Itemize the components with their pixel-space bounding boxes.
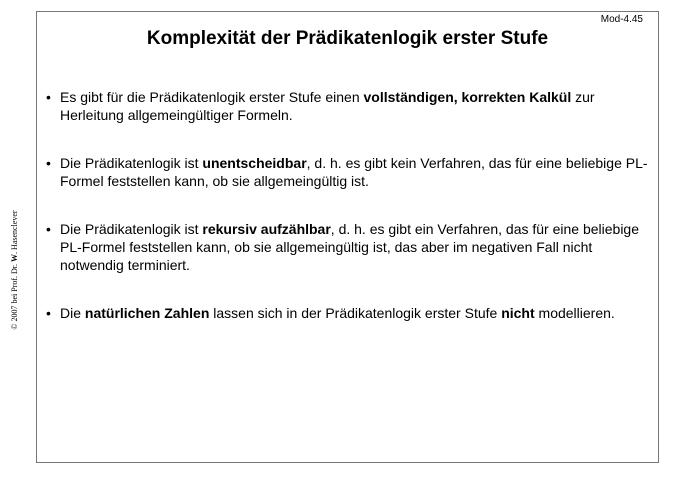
bullet-text: Die Prädikatenlogik ist xyxy=(60,155,203,171)
bullet-list xyxy=(44,88,650,322)
bullet-marker: • xyxy=(46,89,51,105)
bullet-emphasis: vollständigen, korrekten Kalkül xyxy=(363,89,572,105)
copyright-author-name: . Hasenclever xyxy=(10,210,19,254)
bullet-text: Es gibt für die Prädikatenlogik erster Stufe einen xyxy=(60,89,364,105)
page-title: Komplexität der Prädikatenlogik erster Stufe xyxy=(146,28,549,49)
bullet-marker: • xyxy=(46,305,51,321)
bullet-text: Die Prädikatenlogik ist xyxy=(60,221,203,237)
bullet-text: , d. h. es gibt ein Verfahren, das für eine beliebige PL-Formel feststellen kann, ob sie allgemeingültig ist, das aber im negativen Fall nicht notwendig terminiert. xyxy=(60,221,640,273)
bullet-text: modellieren. xyxy=(534,305,615,321)
bullet-text: zur Herleitung allgemeingültiger Formeln. xyxy=(60,89,595,123)
list-item xyxy=(44,88,650,124)
copyright-author-initial: W xyxy=(10,253,19,262)
list-item xyxy=(44,154,650,190)
bullet-emphasis: rekursiv aufzählbar xyxy=(202,221,331,237)
copyright-prefix: © 2007 bei Prof. Dr. xyxy=(10,261,19,330)
bullet-text: , d. h. es gibt kein Verfahren, das für eine beliebige PL-Formel feststellen kann, ob sie allgemeingültig ist. xyxy=(60,155,648,189)
list-item xyxy=(44,220,650,274)
bullet-marker: • xyxy=(46,221,51,237)
bullet-emphasis: nicht xyxy=(501,305,535,321)
bullet-text: lassen sich in der Prädikatenlogik erster Stufe xyxy=(209,305,502,321)
copyright-notice xyxy=(9,165,21,375)
bullet-emphasis: unentscheidbar xyxy=(202,155,307,171)
bullet-emphasis: natürlichen Zahlen xyxy=(84,305,210,321)
bullet-text: Die xyxy=(60,305,85,321)
list-item xyxy=(44,304,650,322)
slide-number: Mod-4.45 xyxy=(600,14,643,25)
bullet-marker: • xyxy=(46,155,51,171)
